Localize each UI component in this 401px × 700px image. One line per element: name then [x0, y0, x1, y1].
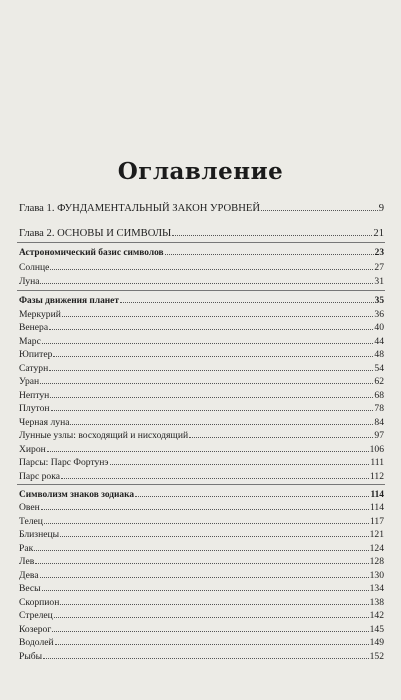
- leader-dots: [165, 246, 374, 255]
- toc-page: 48: [374, 349, 384, 360]
- leader-dots: [40, 569, 369, 578]
- leader-dots: [261, 202, 378, 211]
- toc-label: Рыбы: [19, 651, 43, 662]
- toc-entry: [19, 416, 384, 429]
- toc-page: 124: [369, 543, 384, 554]
- toc-entry: [19, 501, 384, 514]
- leader-dots: [172, 227, 372, 236]
- toc-label: Парс рока: [19, 471, 61, 482]
- toc-entry: [19, 389, 384, 402]
- toc-page: 121: [369, 529, 384, 540]
- toc-entry: [19, 456, 384, 469]
- toc-entry: [19, 636, 384, 649]
- toc-page: 27: [374, 262, 384, 273]
- toc-page: 112: [369, 471, 384, 482]
- leader-dots: [35, 555, 368, 564]
- leader-dots: [51, 402, 374, 411]
- leader-dots: [49, 321, 373, 330]
- leader-dots: [42, 335, 374, 344]
- leader-dots: [60, 528, 369, 537]
- toc-section: [19, 488, 384, 501]
- toc-entry: [19, 515, 384, 528]
- toc-entry: [19, 528, 384, 541]
- toc-label: Весы: [19, 583, 41, 594]
- leader-dots: [70, 416, 373, 425]
- leader-dots: [44, 515, 369, 524]
- toc-label: Плутон: [19, 403, 50, 414]
- toc-entry: [19, 321, 384, 334]
- toc-page: 134: [369, 583, 384, 594]
- toc-page: 152: [369, 651, 384, 662]
- leader-dots: [34, 542, 368, 551]
- toc-entry: [19, 261, 384, 274]
- toc-label: Глава 2. ОСНОВЫ И СИМВОЛЫ: [19, 228, 172, 239]
- leader-dots: [50, 261, 373, 270]
- toc-label: Хирон: [19, 444, 46, 455]
- toc-label: Лев: [19, 556, 35, 567]
- toc-entry: [19, 596, 384, 609]
- toc-section: [19, 246, 384, 259]
- toc-label: Рак: [19, 543, 34, 554]
- page-title: Оглавление: [117, 158, 284, 185]
- toc-label: Юпитер: [19, 349, 53, 360]
- toc-entry: [19, 308, 384, 321]
- toc-entry: [19, 623, 384, 636]
- toc-entry: [19, 555, 384, 568]
- leader-dots: [189, 429, 373, 438]
- leader-dots: [43, 650, 369, 659]
- leader-dots: [54, 609, 369, 618]
- toc-label: Черная луна: [19, 417, 70, 428]
- toc-page: 21: [373, 228, 384, 239]
- divider: [17, 242, 385, 243]
- toc-label: Нептун: [19, 390, 50, 401]
- toc-label: Меркурий: [19, 309, 61, 320]
- toc-entry: [19, 362, 384, 375]
- toc-page: 117: [369, 516, 384, 527]
- toc-entry: [19, 429, 384, 442]
- toc-label: Глава 1. ФУНДАМЕНТАЛЬНЫЙ ЗАКОН УРОВНЕЙ: [19, 203, 261, 214]
- leader-dots: [41, 501, 369, 510]
- toc-page: 138: [369, 597, 384, 608]
- toc-page: 111: [370, 457, 384, 468]
- toc-entry: [19, 470, 384, 483]
- leader-dots: [49, 362, 373, 371]
- leader-dots: [52, 623, 368, 632]
- toc-label: Телец: [19, 516, 43, 527]
- toc-page: 44: [374, 336, 384, 347]
- toc-label: Козерог: [19, 624, 52, 635]
- toc-label: Лунные узлы: восходящий и нисходящий: [19, 430, 189, 441]
- leader-dots: [50, 389, 373, 398]
- leader-dots: [120, 294, 374, 303]
- toc-page: 9: [378, 203, 384, 214]
- toc-entry: [19, 375, 384, 388]
- toc-page: 114: [369, 502, 384, 513]
- toc-page: 149: [369, 637, 384, 648]
- leader-dots: [55, 636, 369, 645]
- divider: [17, 484, 385, 485]
- toc-page: 106: [369, 444, 384, 455]
- leader-dots: [110, 456, 370, 465]
- toc-page: 54: [374, 363, 384, 374]
- toc-entry: [19, 275, 384, 288]
- toc-page: 145: [369, 624, 384, 635]
- toc-label: Марс: [19, 336, 41, 347]
- toc-page: 84: [374, 417, 384, 428]
- toc-entry: [19, 542, 384, 555]
- toc-entry: [19, 609, 384, 622]
- toc-label: Солнце: [19, 262, 50, 273]
- leader-dots: [47, 443, 369, 452]
- leader-dots: [42, 582, 369, 591]
- toc-page: 36: [374, 309, 384, 320]
- toc-entry: [19, 443, 384, 456]
- toc-label: Водолей: [19, 637, 54, 648]
- toc-chapter: [19, 202, 384, 215]
- toc-page: 35: [374, 296, 384, 306]
- toc-label: Фазы движения планет: [19, 296, 119, 306]
- toc-page: 97: [374, 430, 384, 441]
- toc-page: 68: [374, 390, 384, 401]
- toc-entry: [19, 348, 384, 361]
- leader-dots: [135, 488, 369, 497]
- toc-entry: [19, 569, 384, 582]
- leader-dots: [40, 375, 373, 384]
- leader-dots: [62, 308, 374, 317]
- toc-page: 40: [374, 322, 384, 333]
- toc-label: Скорпион: [19, 597, 60, 608]
- toc-page: 142: [369, 610, 384, 621]
- toc-entry: [19, 582, 384, 595]
- toc-label: Астрономический базис символов: [19, 248, 164, 258]
- toc-entry: [19, 335, 384, 348]
- toc-section: [19, 294, 384, 307]
- toc-page: 31: [374, 276, 384, 287]
- toc-label: Парсы: Парс Фортунэ: [19, 457, 109, 468]
- leader-dots: [40, 275, 373, 284]
- toc-page: 128: [369, 556, 384, 567]
- toc-label: Стрелец: [19, 610, 53, 621]
- toc-label: Луна: [19, 276, 40, 287]
- leader-dots: [53, 348, 373, 357]
- toc-page: 62: [374, 376, 384, 387]
- toc-label: Сатурн: [19, 363, 49, 374]
- toc-label: Уран: [19, 376, 40, 387]
- toc-chapter: [19, 227, 384, 240]
- toc-label: Дева: [19, 570, 39, 581]
- divider: [17, 290, 385, 291]
- leader-dots: [61, 470, 369, 479]
- toc-entry: [19, 402, 384, 415]
- toc-entry: [19, 650, 384, 663]
- toc-label: Венера: [19, 322, 49, 333]
- toc-label: Овен: [19, 502, 40, 513]
- toc-label: Символизм знаков зодиака: [19, 490, 135, 500]
- toc-label: Близнецы: [19, 529, 60, 540]
- toc-page: 78: [374, 403, 384, 414]
- toc-page: 130: [369, 570, 384, 581]
- leader-dots: [60, 596, 368, 605]
- toc-page: 23: [374, 248, 384, 258]
- toc-page: 114: [370, 490, 384, 500]
